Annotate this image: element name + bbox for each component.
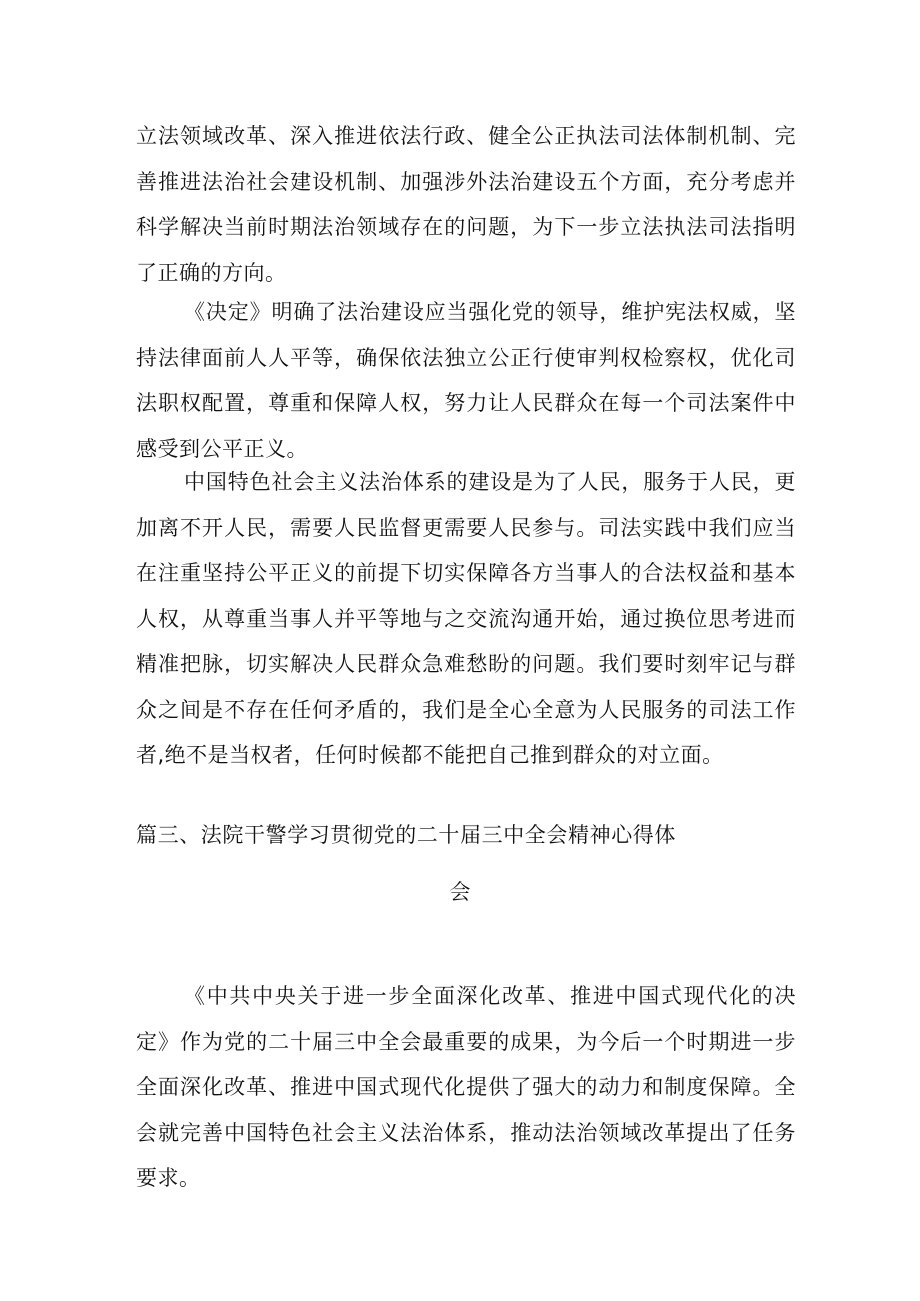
- section-heading: 篇三、法院干警学习贯彻党的二十届三中全会精神心得体: [136, 823, 676, 847]
- paragraph-continuation: 立法领域改革、深入推进依法行政、健全公正执法司法体制机制、完善推进法治社会建设机制、加强涉外法治建设五个方面，充分考虑并科学解决当前时期法治领域存在的问题，为下一步立法执法司法指明了正确的方向。: [136, 124, 796, 285]
- paragraph-decision-rule-of-law: 《决定》明确了法治建设应当强化党的领导，维护宪法权威，坚持法律面前人人平等，确保依法独立公正行使审判权检察权，优化司法职权配置，尊重和保障人权，努力让人民群众在每一个司法案件中感受到公平正义。: [136, 300, 796, 461]
- paragraph-people-centered: 中国特色社会主义法治体系的建设是为了人民，服务于人民，更加离不开人民，需要人民监督更需要人民参与。司法实践中我们应当在注重坚持公平正义的前提下切实保障各方当事人的合法权益和基本人权，从尊重当事人并平等地与之交流沟通开始，通过换位思考进而精准把脉，切实解决人民群众急难愁盼的问题。我们要时刻牢记与群众之间是不存在任何矛盾的，我们是全心全意为人民服务的司法工作者,绝不是当权者，任何时候都不能把自己推到群众的对立面。: [136, 470, 796, 767]
- section-heading-continuation: 会: [449, 880, 471, 904]
- paragraph-plenary-decision: 《中共中央关于进一步全面深化改革、推进中国式现代化的决定》作为党的二十届三中全会最重要的成果，为今后一个时期进一步全面深化改革、推进中国式现代化提供了强大的动力和制度保障。全会就完善中国特色社会主义法治体系，推动法治领域改革提出了任务要求。: [136, 984, 796, 1190]
